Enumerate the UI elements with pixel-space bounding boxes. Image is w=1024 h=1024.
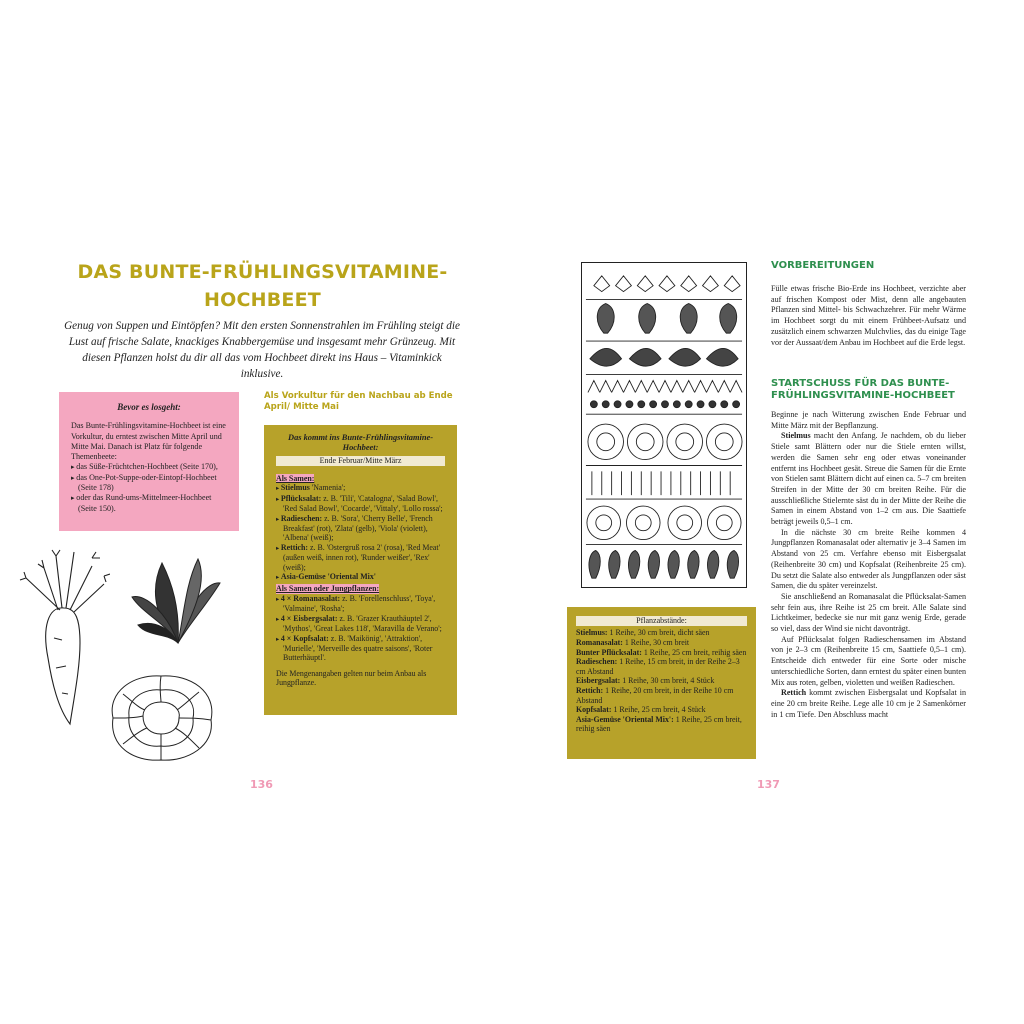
- spacing-detail: 1 Reihe, 25 cm breit, 4 Stück: [611, 705, 706, 715]
- startschuss-heading: [771, 378, 955, 401]
- plant-list-heading: Das kommt ins Bunte-Frühlingsvitamine-Hochbeet:: [288, 433, 433, 452]
- spacing-detail: 1 Reihe, 25 cm breit, reihig säen: [641, 647, 747, 657]
- list-item: ▸ oder das Rund-ums-Mittelmeer-Hochbeet (Seite 150).: [71, 493, 227, 514]
- spacing-row: [576, 648, 747, 657]
- intro-text: Genug von Suppen und Eintöpfen? Mit den ersten Sonnenstrahlen im Frühling steigt die Lust auf frische Salate, knackiges Knabbergemüse und insgesamt mehr Grünzeug. Mit diesen Pflanzen holst du dir all das vom Hochbeet direkt ins Haus – Vitaminkick inklusive.: [64, 320, 460, 380]
- radish-illustration-icon: [18, 548, 110, 726]
- spacing-row: [576, 715, 747, 734]
- vorkultur-heading: Als Vorkultur für den Nachbau ab Ende April/ Mitte Mai: [264, 391, 453, 412]
- list-item: [276, 483, 445, 493]
- plant-name: Asia-Gemüse 'Oriental Mix':: [576, 715, 674, 725]
- plant-detail: z. B. 'Forellenschluss', 'Toya', 'Valmaine', 'Rosha';: [283, 593, 436, 614]
- plant-detail: z. B. 'Grazer Krauthäuptel 2', 'Mythos', 'Great Lakes 118', 'Maravilla de Verano';: [283, 613, 442, 634]
- plant-name: Rettich: [781, 688, 807, 698]
- head-lettuce-illustration-icon: [103, 668, 221, 764]
- spacing-detail: 1 Reihe, 20 cm breit, in der Reihe 10 cm Abstand: [576, 686, 734, 705]
- seeds-list: [276, 483, 445, 582]
- spacing-detail: 1 Reihe, 25 cm breit, reihig säen: [576, 715, 742, 734]
- page-number-left: 136: [250, 778, 273, 791]
- list-item: ▸ das Süße-Früchtchen-Hochbeet (Seite 170),: [71, 462, 227, 472]
- spacing-row: [576, 657, 747, 676]
- plant-name: Stielmus: [280, 483, 310, 493]
- paragraph: [771, 688, 966, 720]
- list-item: ▸ das One-Pot-Suppe-oder-Eintopf-Hochbeet (Seite 178): [71, 473, 227, 494]
- list-item: [276, 614, 445, 634]
- page-number-right: 137: [757, 778, 780, 791]
- plant-detail: 'Namenia';: [309, 483, 346, 493]
- before-start-box: [59, 392, 239, 531]
- list-item: [276, 514, 445, 543]
- startschuss-heading-line2: FRÜHLINGSVITAMINE-HOCHBEET: [771, 389, 955, 401]
- spacing-detail: 1 Reihe, 30 cm breit, dicht säen: [607, 628, 710, 637]
- spacing-detail: 1 Reihe, 30 cm breit: [622, 637, 690, 647]
- spacing-row: [576, 676, 747, 685]
- paragraph: Beginne je nach Witterung zwischen Ende Februar und Mitte März mit der Bepflanzung.: [771, 410, 966, 430]
- paragraph: Auf Pflücksalat folgen Radieschensamen im Abstand von je 2–3 cm (Reihenbreite 15 cm, Saattiefe 0,5–1 cm). Entscheide dich entweder für eine Sorte oder mische unterschiedliche Sorten, dann erntest du später einen bunten Mix aus roten, gelben, violetten und weißen Radieschen.: [771, 634, 966, 687]
- plant-detail: z. B. 'Sora', 'Cherry Belle', 'French Breakfast' (rot), 'Zlata' (gelb), 'Viola' (violett), 'Albena' (weiß);: [283, 513, 433, 543]
- spacing-box: [567, 607, 756, 759]
- plant-name: Pflücksalat:: [280, 493, 322, 503]
- page-title-line1: DAS BUNTE-FRÜHLINGSVITAMINE-: [77, 261, 448, 283]
- list-item: [276, 572, 445, 582]
- list-item: [276, 634, 445, 663]
- spacing-detail: 1 Reihe, 15 cm breit, in der Reihe 2–3 cm Abstand: [576, 657, 740, 676]
- quantity-note: Die Mengenangaben gelten nur beim Anbau als Jungpflanze.: [276, 668, 427, 688]
- paragraph: In die nächste 30 cm breite Reihe kommen 4 Jungpflanzen Romanasalat oder alternativ je 3–4 Samen im Abstand von 25 cm. Verfahre ebenso mit Eisbergsalat (Reihenbreite 30 cm) und Kopfsalat (Reihenbreite 25 cm). Du setzt die Salate also entweder als Jungpflanzen oder säst Samen, die du später vereinzelst.: [771, 527, 966, 591]
- startschuss-body: [771, 410, 966, 720]
- plant-name: Bunter Pflücksalat:: [576, 647, 642, 657]
- preparations-heading: VORBEREITUNGEN: [771, 260, 875, 271]
- plant-detail: z. B. 'Maikönig', 'Attraktion', 'Murielle', 'Merveille des quatre saisons', 'Roter Butterhäuptl'.: [283, 633, 433, 663]
- page-title: [60, 258, 465, 314]
- paragraph: Sie anschließend an Romanasalat die Pflücksalat-Samen sehr fein aus, ihre Reihe ist 25 cm breit. Alle Salate sind Lichtkeimer, bedecke sie nur mit ganz wenig Erde, gerade so viel, dass der Wind sie nicht davonträgt.: [771, 591, 966, 634]
- spacing-detail: 1 Reihe, 30 cm breit, 4 Stück: [620, 676, 715, 686]
- paragraph-text: macht den Anfang. Je nachdem, ob du lieber Stiele samt Blättern oder nur die Stiele ernten willst, werden die Samen sehr eng oder etwas voneinander entfernt ins Hochbeet gesät. Streue die Samen für die Ernte von Stielen samt Blättern dicht auf einen ca. 5–7 cm breiten Streifen in der Mitte der 30 cm breiten Reihe. Für die ausschließliche Stielernte säst du in der Mitte der Reihe die Samen in einem Abstand von 1–2 cm aus. Die Saattiefe beträgt jeweils 0,5–1 cm.: [771, 431, 966, 527]
- lettuce-leaves-illustration-icon: [128, 553, 228, 645]
- plant-name: Rettich:: [576, 686, 604, 696]
- plant-name: Asia-Gemüse 'Oriental Mix': [280, 572, 377, 582]
- raised-bed-plan-icon: [581, 262, 747, 588]
- spacing-row: [576, 638, 747, 647]
- plant-name: 4 × Kopfsalat:: [280, 633, 329, 643]
- date-band: Ende Februar/Mitte März: [276, 456, 445, 466]
- preparations-text: Fülle etwas frische Bio-Erde ins Hochbeet, verzichte aber auf frischen Kompost oder Mist, denn alle angebauten Pflanzen sind Mittel- bis Schwachzehrer. Für mehr Wärme im Hochbeet sorgt du mit einem Frühbeet-Aufsatz und zusätzlich einem schwarzen Mulchvlies, das du einige Tage vor der Aussaat/dem Anbau im Hochbeet auf die Erde legst.: [771, 284, 966, 347]
- list-item: [276, 494, 445, 514]
- plant-name: Radieschen:: [576, 657, 618, 667]
- plant-name: Kopfsalat:: [576, 705, 612, 715]
- spacing-heading: Pflanzabstände:: [576, 616, 747, 626]
- paragraph-text: kommt zwischen Eisbergsalat und Kopfsalat in eine 20 cm breite Reihe. Lege alle 10 cm je 2 Samenkörner in 1 cm Tiefe. Den Abschluss macht: [771, 688, 966, 719]
- seedlings-section-label: Als Samen oder Jungpflanzen:: [276, 584, 380, 594]
- spacing-row: [576, 686, 747, 705]
- seedlings-list: [276, 594, 445, 663]
- list-item: [276, 594, 445, 614]
- page-title-line2: HOCHBEET: [204, 289, 321, 311]
- list-item: [276, 543, 445, 572]
- plant-name: Romanasalat:: [576, 637, 623, 647]
- plant-list-box: [264, 425, 457, 715]
- theme-bed-list: [71, 462, 227, 513]
- plant-name: 4 × Eisbergsalat:: [280, 613, 338, 623]
- paragraph: [771, 431, 966, 527]
- plant-name: Rettich:: [280, 542, 309, 552]
- plant-detail: z. B. 'Ostergruß rosa 2' (rosa), 'Red Meat' (außen weiß, innen rot), 'Runder weißer', 'Rex' (weiß);: [283, 542, 441, 572]
- plant-name: Radieschen:: [280, 513, 323, 523]
- plant-name: Stielmus: [781, 431, 811, 441]
- spacing-row: [576, 705, 747, 714]
- plant-detail: z. B. 'Tili', 'Catalogna', 'Salad Bowl', 'Red Salad Bowl', 'Cocarde', 'Vittaly', 'Lollo rossa';: [283, 493, 443, 514]
- plant-name: Stielmus:: [576, 628, 608, 637]
- plant-name: 4 × Romanasalat:: [280, 593, 341, 603]
- plant-name: Eisbergsalat:: [576, 676, 621, 686]
- before-start-heading: Bevor es losgeht:: [117, 402, 181, 412]
- spacing-row: [576, 628, 747, 637]
- before-start-text: Das Bunte-Frühlingsvitamine-Hochbeet ist eine Vorkultur, du erntest zwischen Mitte April und Mitte Mai. Danach ist Platz für folgende Themenbeete:: [71, 421, 226, 462]
- seeds-section-label: Als Samen:: [276, 474, 315, 483]
- startschuss-heading-line1: STARTSCHUSS FÜR DAS BUNTE-: [771, 378, 950, 389]
